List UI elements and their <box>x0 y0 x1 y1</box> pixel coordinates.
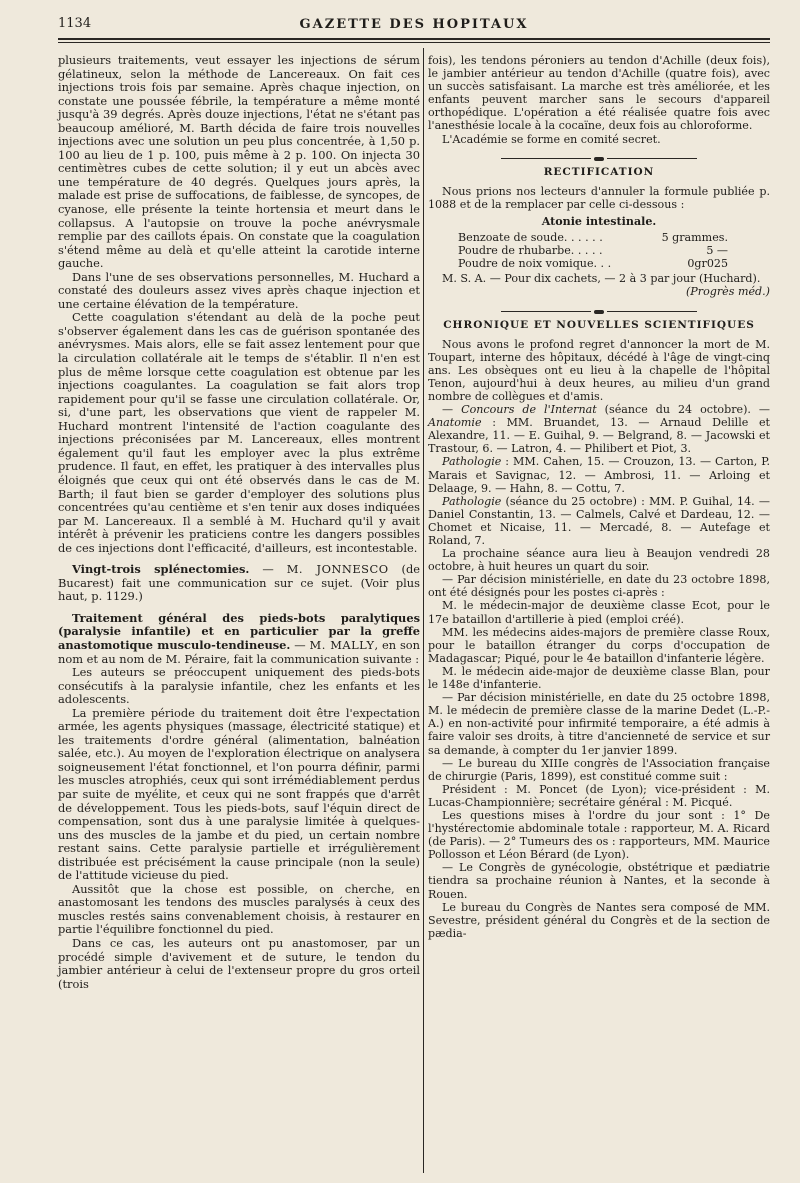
author-name: M. JONNESCO <box>286 562 389 577</box>
paragraph: Dans ce cas, les auteurs ont pu anastomoser, par un procédé simple d'avivement et de suture, le tendon du jambier antérieur à celui de l'extenseur propre du gros orteil (trois <box>58 936 420 991</box>
page-header <box>58 14 770 36</box>
paragraph: Les questions mises à l'ordre du jour sont : 1° De l'hystérectomie abdominale totale : rapporteur, M. A. Ricard (de Paris). — 2° Tumeurs des os : rapporteurs, MM. Maurice Pollosson et Léon Bérard (de Lyon). <box>428 808 770 862</box>
paragraph: Nous avons le profond regret d'annoncer la mort de M. Toupart, interne des hôpitaux, décédé à l'âge de vingt-cinq ans. Les obsèques ont eu lieu à la chapelle de l'hôpital Tenon, aujourd'hui à deux heures, au milieu d'un grand nombre de collègues et d'amis. <box>428 337 770 403</box>
section-text: , en son nom et au nom de M. Péraire, fait la communication suivante : <box>58 637 420 666</box>
journal-title: GAZETTE DES HOPITAUX <box>299 17 529 32</box>
paragraph: La prochaine séance aura lieu à Beaujon vendredi 28 octobre, à huit heures un quart du soir. <box>428 547 770 574</box>
formula-title: Atonie intestinale. <box>541 214 657 228</box>
quantity: 5 — <box>706 244 728 258</box>
paragraph: — Par décision ministérielle, en date du 23 octobre 1898, ont été désignés pour les postes ci-après : <box>428 573 770 600</box>
paragraph: — Par décision ministérielle, en date du 25 octobre 1898, M. le médecin de première classe de la marine Dedet (L.-P.-A.) en non-activité pour infirmité temporaire, a été admis à faire valoir ses droits, à titre d'ancienneté de service et sur sa demande, à compter du 1er janvier 1899. <box>428 691 770 757</box>
paragraph: L'Académie se forme en comité secret. <box>442 132 661 146</box>
author-name: M. MALLY <box>309 637 375 652</box>
section-heading-chronique: CHRONIQUE ET NOUVELLES SCIENTIFIQUES <box>443 318 755 331</box>
section-title: Traitement général des pieds-bots paralytiques (paralysie infantile) et en particulier par la greffe anastomotique musculo-tendineuse. <box>58 610 420 652</box>
paragraph: fois), les tendons péroniers au tendon d'Achille (deux fois), le jambier antérieur au tendon d'Achille (quatre fois), avec un succès satisfaisant. La marche est très améliorée, et les enfants peuvent marcher sans le secours d'appareil orthopédique. L'opération a été réalisée quatre fois avec l'anesthésie locale à la cocaïne, deux fois au chloroforme. <box>428 54 770 133</box>
right-column <box>428 54 770 940</box>
page-number: 1134 <box>58 16 92 31</box>
paragraph: — Le bureau du XIIIe congrès de l'Association française de chirurgie (Paris, 1899), est constitué comme suit : <box>428 756 770 783</box>
section-splenectomies: Vingt-trois splénectomies. — M. JONNESCO (de Bucarest) fait une communication sur ce sujet. (Voir plus haut, p. 1129.) <box>58 562 421 604</box>
header-rule-thin <box>58 42 770 43</box>
paragraph: Le bureau du Congrès de Nantes sera composé de MM. Sevestre, président général du Congrès et de la section de pædia- <box>428 900 770 940</box>
paragraph: Cette coagulation s'étendant au delà de la poche peut s'observer également dans les cas de guérison spontanée des anévrysmes. Mais alors, elle se fait assez lentement pour que la circulation collatérale ait le temps de s'établir. Il n'en est plus de même lorsque cette coagulation est obtenue par les injections coagulantes. La coagulation se fait alors trop rapidement pour qu'il se fasse une circulation collatérale. Or, si, d'une part, les observations que vient de rappeler M. Huchard montrent l'intensité de l'action coagulante des injections préconisées par M. Lancereaux, elles montrent également qu'il faut les employer avec la plus extrême prudence. Il faut, en effet, les pratiquer à des intervalles plus éloignés que ceux qui ont été observés dans le cas de M. Barth; il faut bien se garder d'employer des solutions plus concentrées qu'au centième et s'en tenir aux doses indiquées par M. Lancereaux. Il a semblé à M. Huchard qu'il y avait intérêt à prévenir les praticiens contre les dangers possibles de ces injections dont l'efficacité, d'ailleurs, est incontestable. <box>58 310 420 555</box>
section-text: (de Bucarest) fait une communication sur ce sujet. (Voir plus haut, p. 1129.) <box>58 562 421 604</box>
paragraph: MM. les médecins aides-majors de première classe Roux, pour le bataillon étranger du corps d'occupation de Madagascar; Piqué, pour le 4e bataillon d'infanterie légère. <box>428 625 770 665</box>
formula-list <box>458 231 770 270</box>
paragraph: Nous prions nos lecteurs d'annuler la formule publiée p. 1088 et de la remplacer par celle ci-dessous : <box>428 184 770 211</box>
section-pieds-bots: Traitement général des pieds-bots paralytiques (paralysie infantile) et en particulier par la greffe anastomotique musculo-tendineuse. — M. MALLY, en son nom et au nom de M. Péraire, fait la communication suivante : <box>58 610 420 666</box>
formula-source: (Progrès méd.) <box>685 285 770 299</box>
section-title: Vingt-trois splénectomies. <box>72 562 250 577</box>
formula-row <box>458 257 728 270</box>
formula-instructions: M. S. A. — Pour dix cachets, — 2 à 3 par jour (Huchard). <box>442 272 761 286</box>
paragraph: Les auteurs se préoccupent uniquement des pieds-bots consécutifs à la paralysie infantile, chez les enfants et les adolescents. <box>58 665 420 707</box>
paragraph: M. le médecin-major de deuxième classe Ecot, pour le 17e bataillon d'artillerie à pied (emploi créé). <box>428 599 770 626</box>
paragraph: La première période du traitement doit être l'expectation armée, les agents physiques (massage, électricité statique) et les traitements d'ordre général (alimentation, balnéation salée, etc.). Au moyen de l'exploration électrique on analysera soigneusement l'état fonctionnel, et l'on pourra définir, parmi les muscles atrophiés, ceux qui sont irrémédiablement perdus par suite de myélite, et ceux qui ne sont frappés que d'arrêt de développement. Tous les pieds-bots, sauf l'équin direct de compensation, sont dus à une paralysie limitée à quelques-uns des muscles de la jambe et du pied, un certain nombre restant sains. Cette paralysie partielle et irrégulièrement distribuée est précisément la cause principale (non la seule) de l'attitude vicieuse du pied. <box>58 705 420 883</box>
paragraph: M. le médecin aide-major de deuxième classe Blan, pour le 148e d'infanterie. <box>428 664 770 692</box>
paragraph: Pathologie (séance du 25 octobre) : MM. P. Guihal, 14. — Daniel Constantin, 13. — Calmels, Calvé et Dardeau, 12. — Chomet et Nicaise, 11. — Mercadé, 8. — Autefage et Roland, 7. <box>428 494 770 547</box>
ingredient: Poudre de rhubarbe. . . . . <box>458 244 603 258</box>
paragraph: — Concours de l'Internat (séance du 24 octobre). — Anatomie : MM. Bruandet, 13. — Arnaud Delille et Alexandre, 11. — E. Guihal, 9. — Belgrand, 8. — Jacowski et Trastour, 6. — Latron, 4. — Philibert et Piot, 3. <box>428 403 770 456</box>
formula-row <box>458 244 728 257</box>
paragraph: — Le Congrès de gynécologie, obstétrique et pædiatrie tiendra sa prochaine réunion à Nantes, et la seconde à Rouen. <box>428 861 770 901</box>
section-heading-rectification: RECTIFICATION <box>543 165 655 178</box>
ornament-divider <box>428 305 770 313</box>
ingredient: Poudre de noix vomique. . . <box>458 257 612 271</box>
paragraph: Pathologie : MM. Cahen, 15. — Crouzon, 13. — Carton, P. Marais et Savignac, 12. — Ambrosi, 11. — Arloing et Delaage, 9. — Hahn, 8. — Cottu, 7. <box>428 455 770 495</box>
paragraph: Président : M. Poncet (de Lyon); vice-président : M. Lucas-Championnière; secrétaire général : M. Picqué. <box>428 782 770 809</box>
ornament-divider <box>428 152 770 160</box>
header-rule <box>58 38 770 40</box>
left-column <box>58 54 420 991</box>
paragraph: plusieurs traitements, veut essayer les injections de sérum gélatineux, selon la méthode de Lancereaux. On fait ces injections trois fois par semaine. Après chaque injection, on constate une poussée fébrile, la température a même monté jusqu'à 39 degrés. Après douze injections, l'état ne s'étant pas beaucoup amélioré, M. Barth décida de faire trois nouvelles injections avec une solution un peu plus concentrée, à 1,50 p. 100 au lieu de 1 p. 100, puis même à 2 p. 100. On injecta 30 centimètres cubes de cette solution; il y eut un abcès avec une température de 40 degrés. Quelques jours après, la malade est prise de suffocations, de faiblesse, de syncopes, de cyanose, elle présente la teinte hortensia et meurt dans le collapsus. A l'autopsie on trouve la poche anévrysmale remplie par des caillots épais. On constate que la coagulation s'étend même au delà et qu'elle atteint la carotide interne gauche. <box>58 53 420 271</box>
paragraph: Dans l'une de ses observations personnelles, M. Huchard a constaté des douleurs assez vives après chaque injection et une certaine élévation de la température. <box>58 269 420 311</box>
quantity: 0gr025 <box>687 257 728 271</box>
ingredient: Benzoate de soude. . . . . . <box>458 231 603 245</box>
quantity: 5 grammes. <box>661 231 728 245</box>
formula-row <box>458 231 728 244</box>
paragraph: Aussitôt que la chose est possible, on cherche, en anastomosant les tendons des muscles paralysés à ceux des muscles restés sains convenablement choisis, à restaurer en partie l'équilibre fonctionnel du pied. <box>58 881 420 937</box>
column-divider <box>423 48 424 1173</box>
